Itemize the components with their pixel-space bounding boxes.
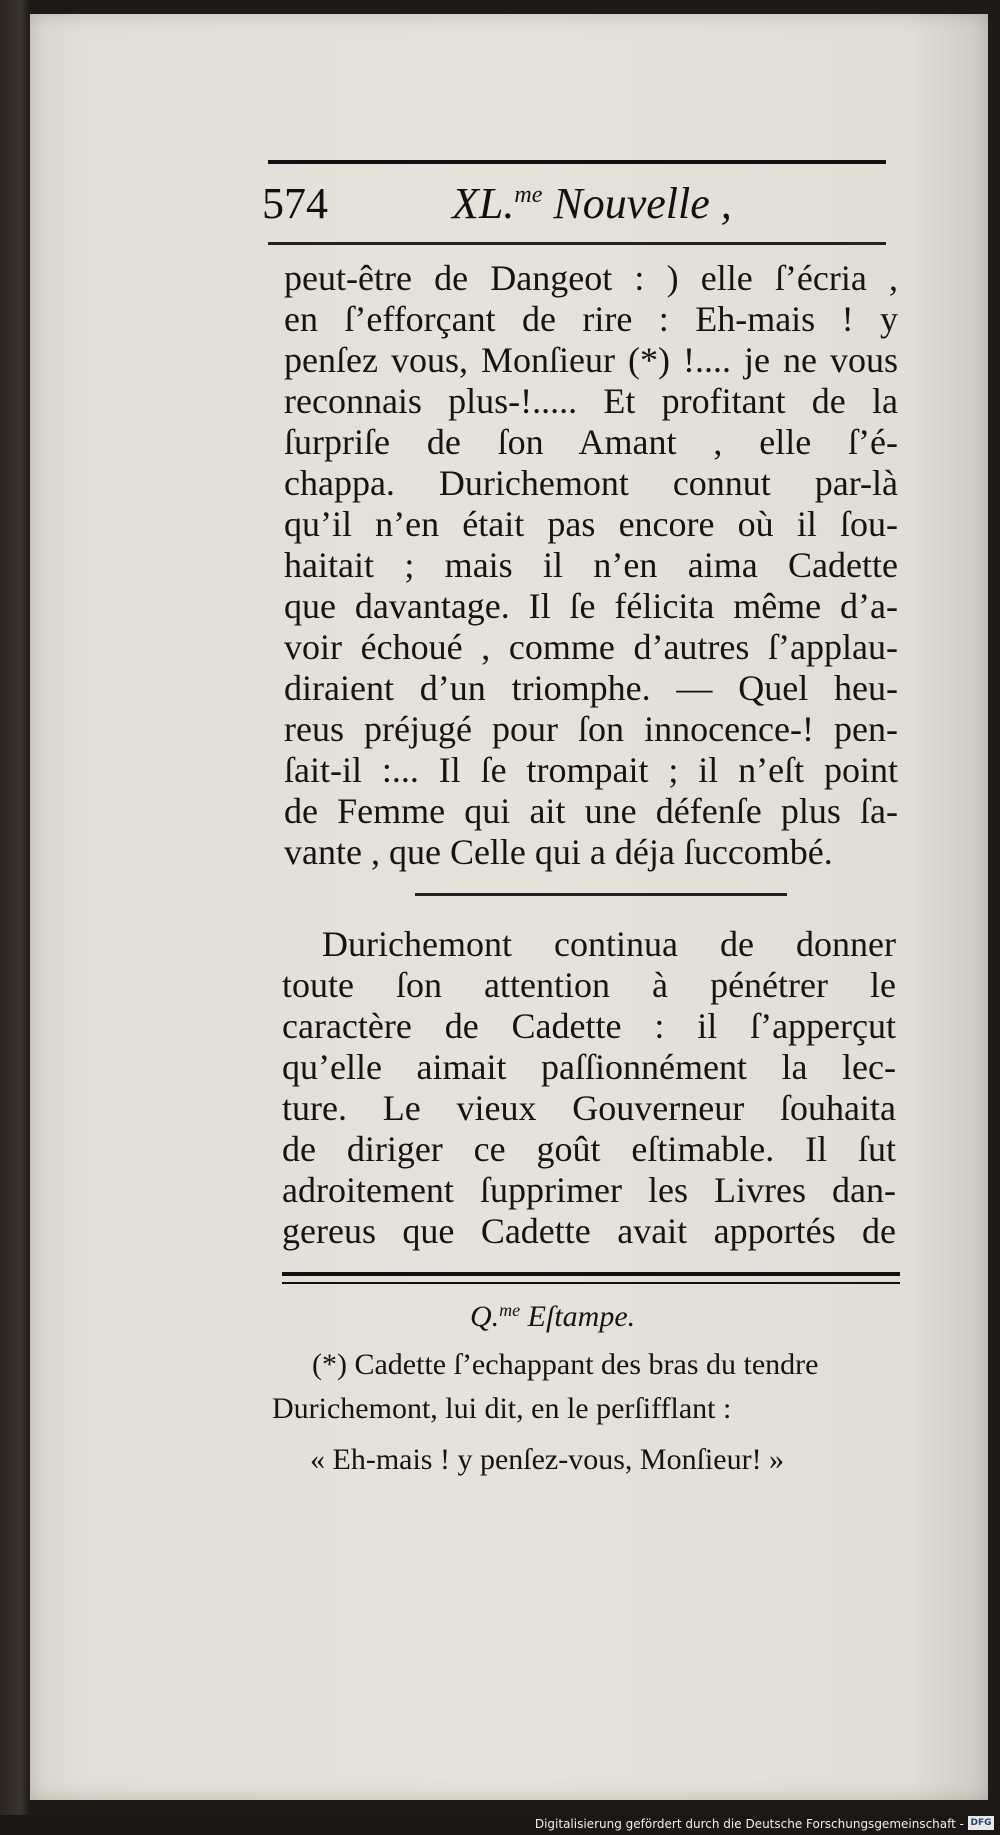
- footnote-line: (*) Cadette ſ’echappant des bras du tendre: [312, 1348, 819, 1381]
- header-underline: [268, 242, 886, 245]
- text-line: ſurpriſe de ſon Amant , elle ſ’é-: [284, 422, 898, 462]
- text-line: gereus que Cadette avait apportés de: [282, 1211, 896, 1251]
- text-line: chappa. Durichemont connut par-là: [284, 463, 898, 503]
- chapter-title: [452, 178, 732, 229]
- running-head: [262, 178, 894, 238]
- footnote-rule-thin: [282, 1282, 900, 1284]
- footnote-heading-sup: me: [499, 1300, 521, 1320]
- text-line: penſez vous, Monſieur (*) !.... je ne vous: [284, 340, 898, 380]
- digitization-credit: Digitalisierung gefördert durch die Deutsche Forschungsgemeinschaft -: [534, 1817, 964, 1831]
- text-line: voir échoué , comme d’autres ſ’applau-: [284, 627, 898, 667]
- footnote-heading-main: Q.: [470, 1300, 500, 1333]
- header-rule: [268, 160, 886, 164]
- footnote-line: Durichemont, lui dit, en le perſifflant :: [272, 1392, 732, 1425]
- text-line: caractère de Cadette : il ſ’apperçut: [282, 1006, 896, 1046]
- text-line: Durichemont continua de donner: [322, 924, 896, 964]
- dfg-logo: DFG: [968, 1816, 994, 1830]
- text-line: diraient d’un triomphe. — Quel heu-: [284, 668, 898, 708]
- chapter-title-sup: me: [514, 182, 543, 208]
- footnote-rule-thick: [282, 1272, 900, 1276]
- section-divider: [415, 893, 787, 896]
- chapter-title-main: XL.: [452, 179, 515, 228]
- text-line: qu’elle aimait paſſionnément la lec-: [282, 1047, 896, 1087]
- page-number: 574: [262, 179, 328, 228]
- text-line: toute ſon attention à pénétrer le: [282, 965, 896, 1005]
- text-line: ture. Le vieux Gouverneur ſouhaita: [282, 1088, 896, 1128]
- text-line: que davantage. Il ſe félicita même d’a-: [284, 586, 898, 626]
- text-line: haitait ; mais il n’en aima Cadette: [284, 545, 898, 585]
- text-line: qu’il n’en était pas encore où il ſou-: [284, 504, 898, 544]
- footnote-quote: « Eh-mais ! y penſez-vous, Monſieur! »: [310, 1443, 785, 1476]
- footnote-heading-rest: Eſtampe.: [520, 1300, 636, 1333]
- text-line: adroitement ſupprimer les Livres dan-: [282, 1170, 896, 1210]
- footnote-heading: [470, 1300, 635, 1334]
- text-line: ſait-il :... Il ſe trompait ; il n’eſt point: [284, 750, 898, 790]
- text-line: reconnais plus-!..... Et profitant de la: [284, 381, 898, 421]
- text-line: peut-être de Dangeot : ) elle ſ’écria ,: [284, 258, 898, 298]
- paragraph-2: [282, 924, 896, 1252]
- text-line: en ſ’efforçant de rire : Eh-mais ! y: [284, 299, 898, 339]
- text-line: reus préjugé pour ſon innocence-! pen-: [284, 709, 898, 749]
- text-line: de Femme qui ait une défenſe plus ſa-: [284, 791, 898, 831]
- text-line: vante , que Celle qui a déja ſuccombé.: [284, 832, 833, 872]
- footnote: [272, 1343, 904, 1431]
- paragraph-1: [284, 258, 898, 873]
- chapter-title-rest: Nouvelle ,: [542, 179, 732, 228]
- text-line: de diriger ce goût eſtimable. Il ſut: [282, 1129, 896, 1169]
